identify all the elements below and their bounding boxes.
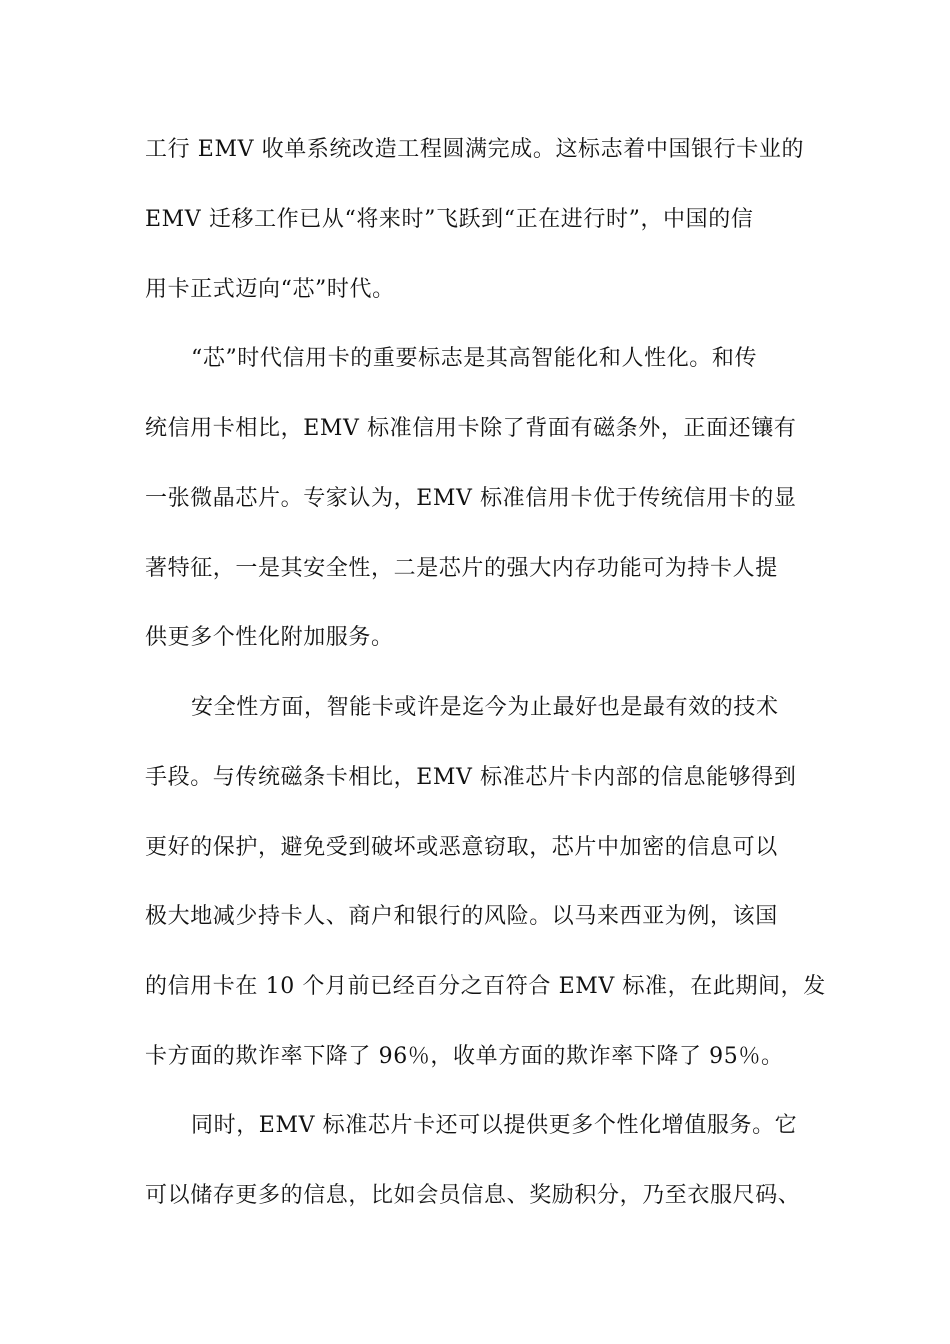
text-line: 可以储存更多的信息，比如会员信息、奖励积分，乃至衣服尺码、 bbox=[145, 1183, 801, 1208]
text-line: 极大地减少持卡人、商户和银行的风险。以马来西亚为例，该国 bbox=[145, 904, 778, 929]
text-line: 卡方面的欺诈率下降了 96％，收单方面的欺诈率下降了 95％。 bbox=[145, 1044, 784, 1069]
text-line: 用卡正式迈向“芯”时代。 bbox=[145, 277, 395, 302]
text-line: 更好的保护，避免受到破坏或恶意窃取，芯片中加密的信息可以 bbox=[145, 835, 778, 860]
text-line: 的信用卡在 10 个月前已经百分之百符合 EMV 标准，在此期间，发 bbox=[145, 974, 826, 999]
text-line: 工行 EMV 收单系统改造工程圆满完成。这标志着中国银行卡业的 bbox=[145, 137, 805, 162]
text-line: EMV 迁移工作已从“将来时”飞跃到“正在进行时”，中国的信 bbox=[145, 207, 754, 232]
text-line: 手段。与传统磁条卡相比，EMV 标准芯片卡内部的信息能够得到 bbox=[145, 765, 797, 790]
paragraph-first-line: “芯”时代信用卡的重要标志是其高智能化和人性化。和传 bbox=[191, 346, 758, 371]
text-line: 统信用卡相比，EMV 标准信用卡除了背面有磁条外，正面还镶有 bbox=[145, 416, 797, 441]
text-line: 著特征，一是其安全性，二是芯片的强大内存功能可为持卡人提 bbox=[145, 556, 778, 581]
paragraph-first-line: 安全性方面，智能卡或许是迄今为止最好也是最有效的技术 bbox=[191, 695, 779, 720]
paragraph-first-line: 同时，EMV 标准芯片卡还可以提供更多个性化增值服务。它 bbox=[191, 1113, 798, 1138]
text-line: 供更多个性化附加服务。 bbox=[145, 625, 394, 650]
text-line: 一张微晶芯片。专家认为，EMV 标准信用卡优于传统信用卡的显 bbox=[145, 486, 797, 511]
